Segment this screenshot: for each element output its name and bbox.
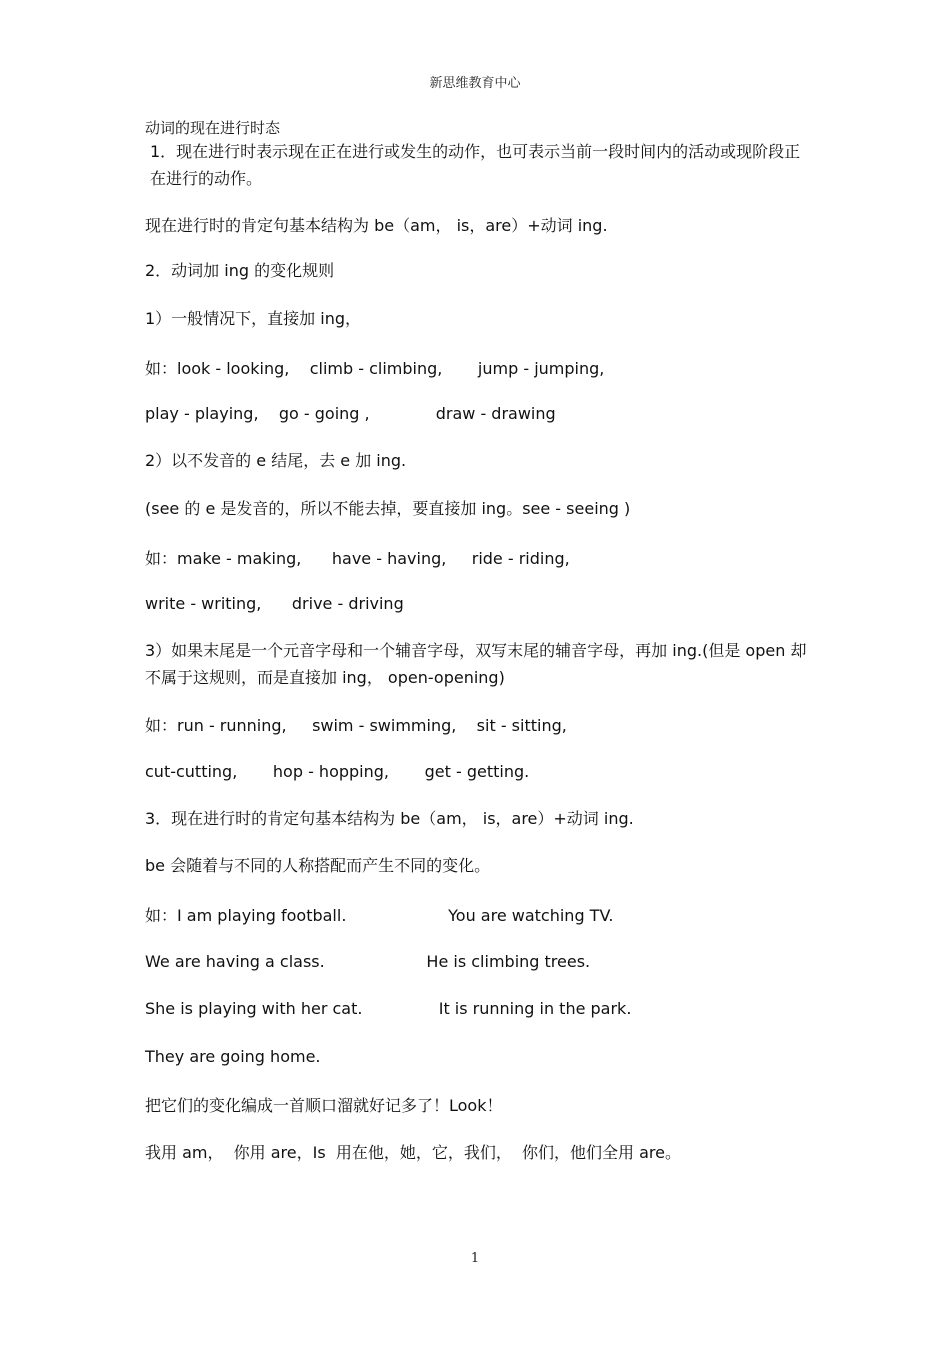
example-line-3: 如：make - making, have - having, ride - riding, — [145, 549, 570, 568]
section-heading-structure: 3．现在进行时的肯定句基本结构为 be（am， is，are）+动词 ing. — [145, 809, 634, 828]
page-number: 1 — [470, 1251, 480, 1266]
rhyme-intro: 把它们的变化编成一首顺口溜就好记多了！Look！ — [145, 1096, 503, 1115]
rhyme-line: 我用 am， 你用 are，Is 用在他，她，它，我们， 你们，他们全用 are。 — [145, 1143, 681, 1162]
paragraph-definition: 1．现在进行时表示现在正在进行或发生的动作，也可表示当前一段时间内的活动或现阶段正在进行的动作。 — [150, 142, 801, 188]
rule-2: 2）以不发音的 e 结尾，去 e 加 ing. — [145, 451, 407, 470]
example-line-2: play - playing, go - going , draw - drawing — [145, 404, 556, 423]
page-header: 新思维教育中心 — [429, 76, 521, 91]
structure-note: be 会随着与不同的人称搭配而产生不同的变化。 — [145, 856, 491, 875]
section-heading-rules: 2．动词加 ing 的变化规则 — [145, 261, 335, 280]
rule-3: 3）如果末尾是一个元音字母和一个辅音字母，双写末尾的辅音字母，再加 ing.(但是 open 却不属于这规则，而是直接加 ing， open-opening) — [145, 641, 807, 687]
example-line-5: 如：run - running, swim - swimming, sit - sitting, — [145, 716, 567, 735]
sentence-line-3: She is playing with her cat. It is running in the park. — [145, 999, 632, 1018]
example-line-4: write - writing, drive - driving — [145, 594, 404, 613]
rule-1: 1）一般情况下，直接加 ing， — [145, 309, 362, 328]
sentence-line-4: They are going home. — [145, 1047, 321, 1066]
sentence-line-1: 如：I am playing football. You are watching TV. — [145, 906, 614, 925]
paragraph-structure: 现在进行时的肯定句基本结构为 be（am， is，are）+动词 ing. — [145, 216, 608, 235]
rule-2-note: (see 的 e 是发音的，所以不能去掉，要直接加 ing。see - seeing ) — [145, 499, 631, 518]
sentence-line-2: We are having a class. He is climbing trees. — [145, 952, 591, 971]
example-line-1: 如：look - looking, climb - climbing, jump - jumping, — [145, 359, 605, 378]
document-title: 动词的现在进行时态 — [145, 119, 281, 137]
example-line-6: cut-cutting, hop - hopping, get - getting. — [145, 762, 530, 781]
